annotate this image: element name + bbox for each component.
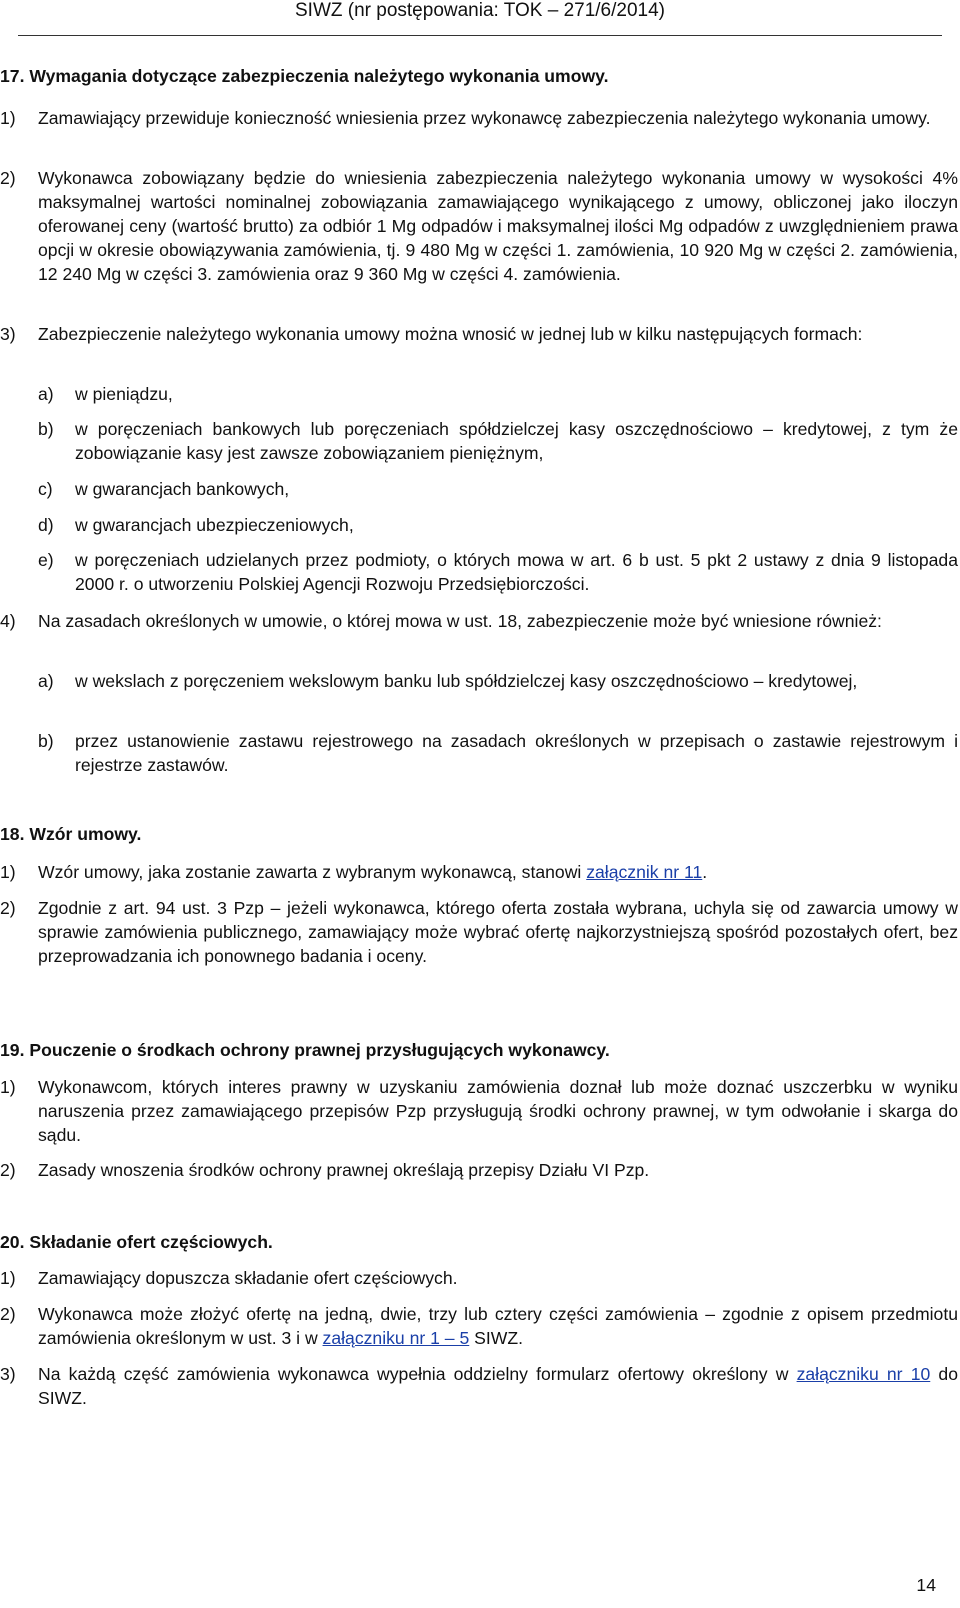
item-text: Wykonawca zobowiązany będzie do wniesienia zabezpieczenia należytego wykonania umowy w wysokości 4% maksymalnej wartości nominalnej zobowiązania zamawiającego wynikającego z umowy, obliczonej jako iloczyn oferowanej ceny (wartość brutto) za odbiór 1 Mg odpadów i maksymalnej ilości Mg odpadów z uwzględnieniem prawa opcji w okresie obowiązywania zamówienia, tj. 9 480 Mg w części 1. zamówienia, 10 920 Mg w części 2. zamówienia, 12 240 Mg w części 3. zamówienia oraz 9 360 Mg w części 4. zamówienia.	[38, 168, 958, 284]
item-number: 1)	[0, 108, 16, 128]
section-17-item-3-c	[38, 477, 958, 501]
item-text: Zgodnie z art. 94 ust. 3 Pzp – jeżeli wykonawca, którego oferta została wybrana, uchyla się od zawarcia umowy w sprawie zamówienia publicznego, zamawiający może wybrać ofertę najkorzystniejszą spośród pozostałych ofert, bez przeprowadzania ich ponownego badania i oceny.	[38, 898, 958, 966]
section-18-title: 18. Wzór umowy.	[0, 824, 142, 844]
section-20-item-1	[0, 1266, 958, 1290]
subitem-text: przez ustanowienie zastawu rejestrowego na zasadach określonych w przepisach o zastawie rejestrowym i rejestrze zastawów.	[75, 731, 958, 775]
section-17-item-3-a	[38, 382, 958, 406]
subitem-letter: a)	[38, 384, 54, 404]
section-20-title: 20. Składanie ofert częściowych.	[0, 1232, 273, 1252]
item-text: Zamawiający przewiduje konieczność wniesienia przez wykonawcę zabezpieczenia należytego wykonania umowy.	[38, 108, 931, 128]
section-19-item-1	[0, 1075, 958, 1147]
section-17-item-3-e	[38, 548, 958, 596]
item-text-pre: Wykonawca może złożyć ofertę na jedną, dwie, trzy lub cztery części zamówienia – zgodnie z opisem przedmiotu zamówienia określonym w ust. 3 i w	[38, 1304, 958, 1348]
item-number: 2)	[0, 168, 16, 188]
item-number: 1)	[0, 1077, 16, 1097]
item-text: Wykonawcom, których interes prawny w uzyskaniu zamówienia doznał lub może doznać uszczerbku w wyniku naruszenia przez zamawiającego przepisów Pzp przysługują środki ochrony prawnej, w tym odwołanie i skarga do sądu.	[38, 1077, 958, 1145]
section-17-item-3-b	[38, 417, 958, 465]
item-text-post: do SIWZ.	[38, 1364, 958, 1408]
item-text	[38, 1302, 958, 1350]
section-20-item-3	[0, 1362, 958, 1410]
item-number: 1)	[0, 862, 16, 882]
item-number: 2)	[0, 1160, 16, 1180]
subitem-letter: e)	[38, 550, 54, 570]
item-number: 4)	[0, 611, 16, 631]
section-17-item-2	[0, 166, 958, 286]
section-17-item-4-b	[38, 729, 958, 777]
subitem-letter: a)	[38, 671, 54, 691]
section-17-title: 17. Wymagania dotyczące zabezpieczenia należytego wykonania umowy.	[0, 66, 609, 86]
section-20-item-2	[0, 1302, 958, 1350]
item-number: 2)	[0, 898, 16, 918]
subitem-letter: b)	[38, 731, 54, 751]
subitem-text: w gwarancjach ubezpieczeniowych,	[75, 515, 354, 535]
item-number: 1)	[0, 1268, 16, 1288]
section-17-item-4	[0, 609, 958, 633]
item-text	[38, 1362, 958, 1410]
attachment-10-link[interactable]: załączniku nr 10	[796, 1364, 931, 1384]
item-number: 3)	[0, 324, 16, 344]
section-18-item-2	[0, 896, 958, 968]
section-17-item-3-d	[38, 513, 958, 537]
subitem-letter: b)	[38, 419, 54, 439]
subitem-text: w poręczeniach udzielanych przez podmioty, o których mowa w art. 6 b ust. 5 pkt 2 ustawy z dnia 9 listopada 2000 r. o utworzeniu Polskiej Agencji Rozwoju Przedsiębiorczości.	[75, 550, 958, 594]
section-17-item-3	[0, 322, 958, 346]
item-text: Zabezpieczenie należytego wykonania umowy można wnosić w jednej lub w kilku następujących formach:	[38, 324, 863, 344]
item-text: Zamawiający dopuszcza składanie ofert częściowych.	[38, 1268, 458, 1288]
item-text-post: .	[702, 862, 708, 882]
item-text-pre: Wzór umowy, jaka zostanie zawarta z wybranym wykonawcą, stanowi	[38, 862, 587, 882]
section-17-item-1	[0, 106, 958, 130]
section-18-item-1	[0, 860, 958, 884]
page-number: 14	[916, 1575, 936, 1595]
item-text-post: SIWZ.	[469, 1328, 524, 1348]
item-number: 2)	[0, 1304, 16, 1324]
subitem-text: w gwarancjach bankowych,	[75, 479, 290, 499]
subitem-letter: d)	[38, 515, 54, 535]
header-title: SIWZ (nr postępowania: TOK – 271/6/2014)	[295, 0, 665, 21]
item-text	[38, 860, 958, 884]
section-19-item-2	[0, 1158, 958, 1182]
subitem-text: w pieniądzu,	[75, 384, 173, 404]
section-19-title: 19. Pouczenie o środkach ochrony prawnej przysługujących wykonawcy.	[0, 1040, 610, 1060]
item-number: 3)	[0, 1364, 16, 1384]
subitem-text: w poręczeniach bankowych lub poręczeniach spółdzielczej kasy oszczędnościowo – kredytowej, z tym że zobowiązanie kasy jest zawsze zobowiązaniem pieniężnym,	[75, 419, 958, 463]
section-17-item-4-a	[38, 669, 958, 693]
subitem-text: w wekslach z poręczeniem wekslowym banku lub spółdzielczej kasy oszczędnościowo – kredytowej,	[75, 671, 858, 691]
header-rule	[18, 35, 942, 36]
subitem-letter: c)	[38, 479, 53, 499]
item-text: Zasady wnoszenia środków ochrony prawnej określają przepisy Działu VI Pzp.	[38, 1160, 650, 1180]
item-text: Na zasadach określonych w umowie, o której mowa w ust. 18, zabezpieczenie może być wniesione również:	[38, 611, 882, 631]
attachment-1-5-link[interactable]: załączniku nr 1 – 5	[322, 1328, 470, 1348]
attachment-11-link[interactable]: załącznik nr 11	[586, 862, 703, 882]
item-text-pre: Na każdą część zamówienia wykonawca wypełnia oddzielny formularz ofertowy określony w	[38, 1364, 797, 1384]
